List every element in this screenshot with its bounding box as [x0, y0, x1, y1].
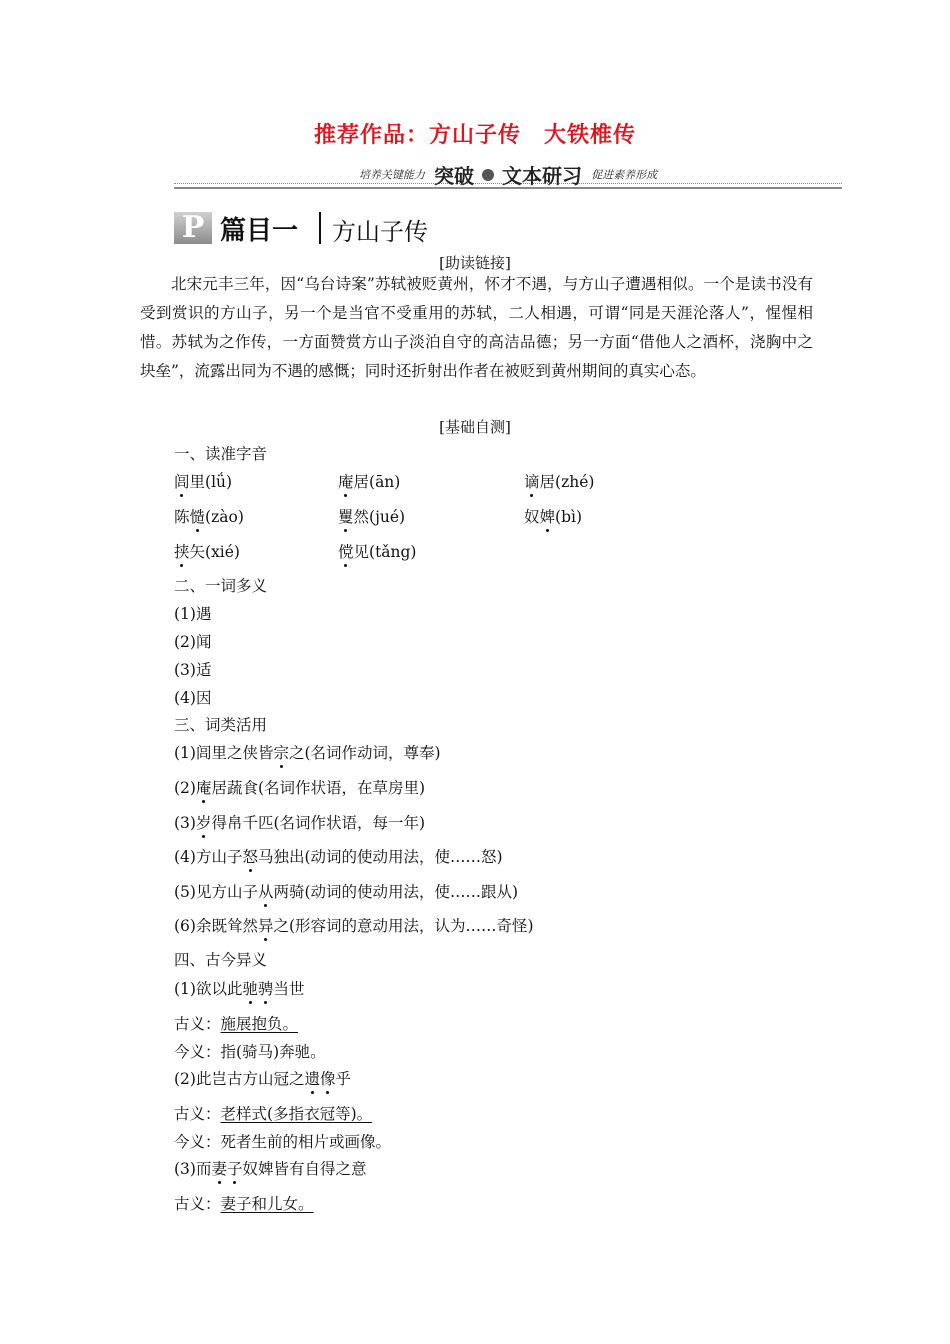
section-title: 方山子传	[332, 218, 428, 246]
reading-link-label: [助读链接]	[439, 254, 511, 272]
section-label: 篇目一	[220, 216, 299, 246]
badge-letter: P	[181, 210, 205, 245]
list-item: 矍然(jué)	[338, 505, 405, 527]
list-item: 挟矢(xié)	[174, 543, 240, 561]
list-item: 庵居(ān)	[338, 470, 400, 492]
list-item: 傥见(tǎng)	[338, 540, 417, 562]
list-item: (3)岁得帛千匹(名词作状语，每一年)	[174, 811, 425, 833]
list-item: 陈慥(zào)	[174, 508, 244, 526]
list-item: (3)而妻子奴婢皆有自得之意	[174, 1157, 367, 1179]
self-test-label: [基础自测]	[439, 418, 511, 436]
section-banner	[174, 160, 842, 190]
list-item: (1)欲以此驰骋当世	[174, 977, 305, 999]
list-item: (3)适	[174, 661, 212, 679]
heading-word-class: 三、词类活用	[174, 716, 268, 734]
list-item: (5)见方山子从两骑(动词的使动用法，使……跟从)	[174, 880, 518, 902]
list-item: (1)遇	[174, 605, 212, 623]
list-item: (2)闻	[174, 633, 212, 651]
pronunciation-row-1	[174, 470, 814, 492]
list-item: 闾里(lǘ)	[174, 473, 232, 491]
reading-link-text: 北宋元丰三年，因“乌台诗案”苏轼被贬黄州，怀才不遇，与方山子遭遇相似。一个是读书没有受到赏识的方山子，另一个是当官不受重用的苏轼，二人相遇，可谓“同是天涯沦落人”，惺惺相惜。苏轼为之作传，一方面赞赏方山子淡泊自守的高洁品德；另一方面“借他人之酒杯，浇胸中之块垒”，流露出同为不遇的感慨；同时还折射出作者在被贬到黄州期间的真实心态。	[140, 275, 813, 380]
list-item: 奴婢(bì)	[524, 505, 582, 527]
list-item: (1)闾里之侠皆宗之(名词作动词，尊奉)	[174, 741, 441, 763]
banner-right-text: 促进素养形成	[591, 168, 658, 182]
banner-separator-icon	[482, 169, 494, 181]
banner-title-1: 突破	[434, 164, 474, 188]
list-item: (2)此岂古方山冠之遗像乎	[174, 1067, 351, 1089]
list-item: 谪居(zhé)	[524, 470, 594, 492]
ancient-meaning: 古义：妻子和儿女。	[174, 1195, 314, 1213]
list-item: (2)庵居蔬食(名词作状语，在草房里)	[174, 776, 425, 798]
page-title: 推荐作品：方山子传 大铁椎传	[313, 123, 636, 148]
heading-pronunciation: 一、读准字音	[174, 445, 268, 463]
section-divider	[319, 212, 321, 244]
list-item: (4)方山子怒马独出(动词的使动用法，使……怒)	[174, 845, 503, 867]
pronunciation-row-2	[174, 505, 814, 527]
banner-left-text: 培养关键能力	[358, 168, 425, 182]
list-item: (6)余既耸然异之(形容词的意动用法，认为……奇怪)	[174, 914, 534, 936]
p-badge-icon	[174, 210, 212, 251]
banner-title-2: 文本研习	[502, 164, 582, 188]
list-item: (4)因	[174, 689, 212, 707]
modern-meaning: 今义：死者生前的相片或画像。	[174, 1133, 392, 1151]
pronunciation-row-3	[174, 540, 814, 562]
heading-ancient-modern: 四、古今异义	[174, 951, 268, 969]
ancient-meaning: 古义：施展抱负。	[174, 1015, 299, 1033]
badge-subtext: IANMU	[182, 244, 212, 251]
modern-meaning: 今义：指(骑马)奔驰。	[174, 1043, 326, 1061]
heading-polysemy: 二、一词多义	[174, 577, 268, 595]
ancient-meaning: 古义：老样式(多指衣冠等)。	[174, 1105, 373, 1123]
